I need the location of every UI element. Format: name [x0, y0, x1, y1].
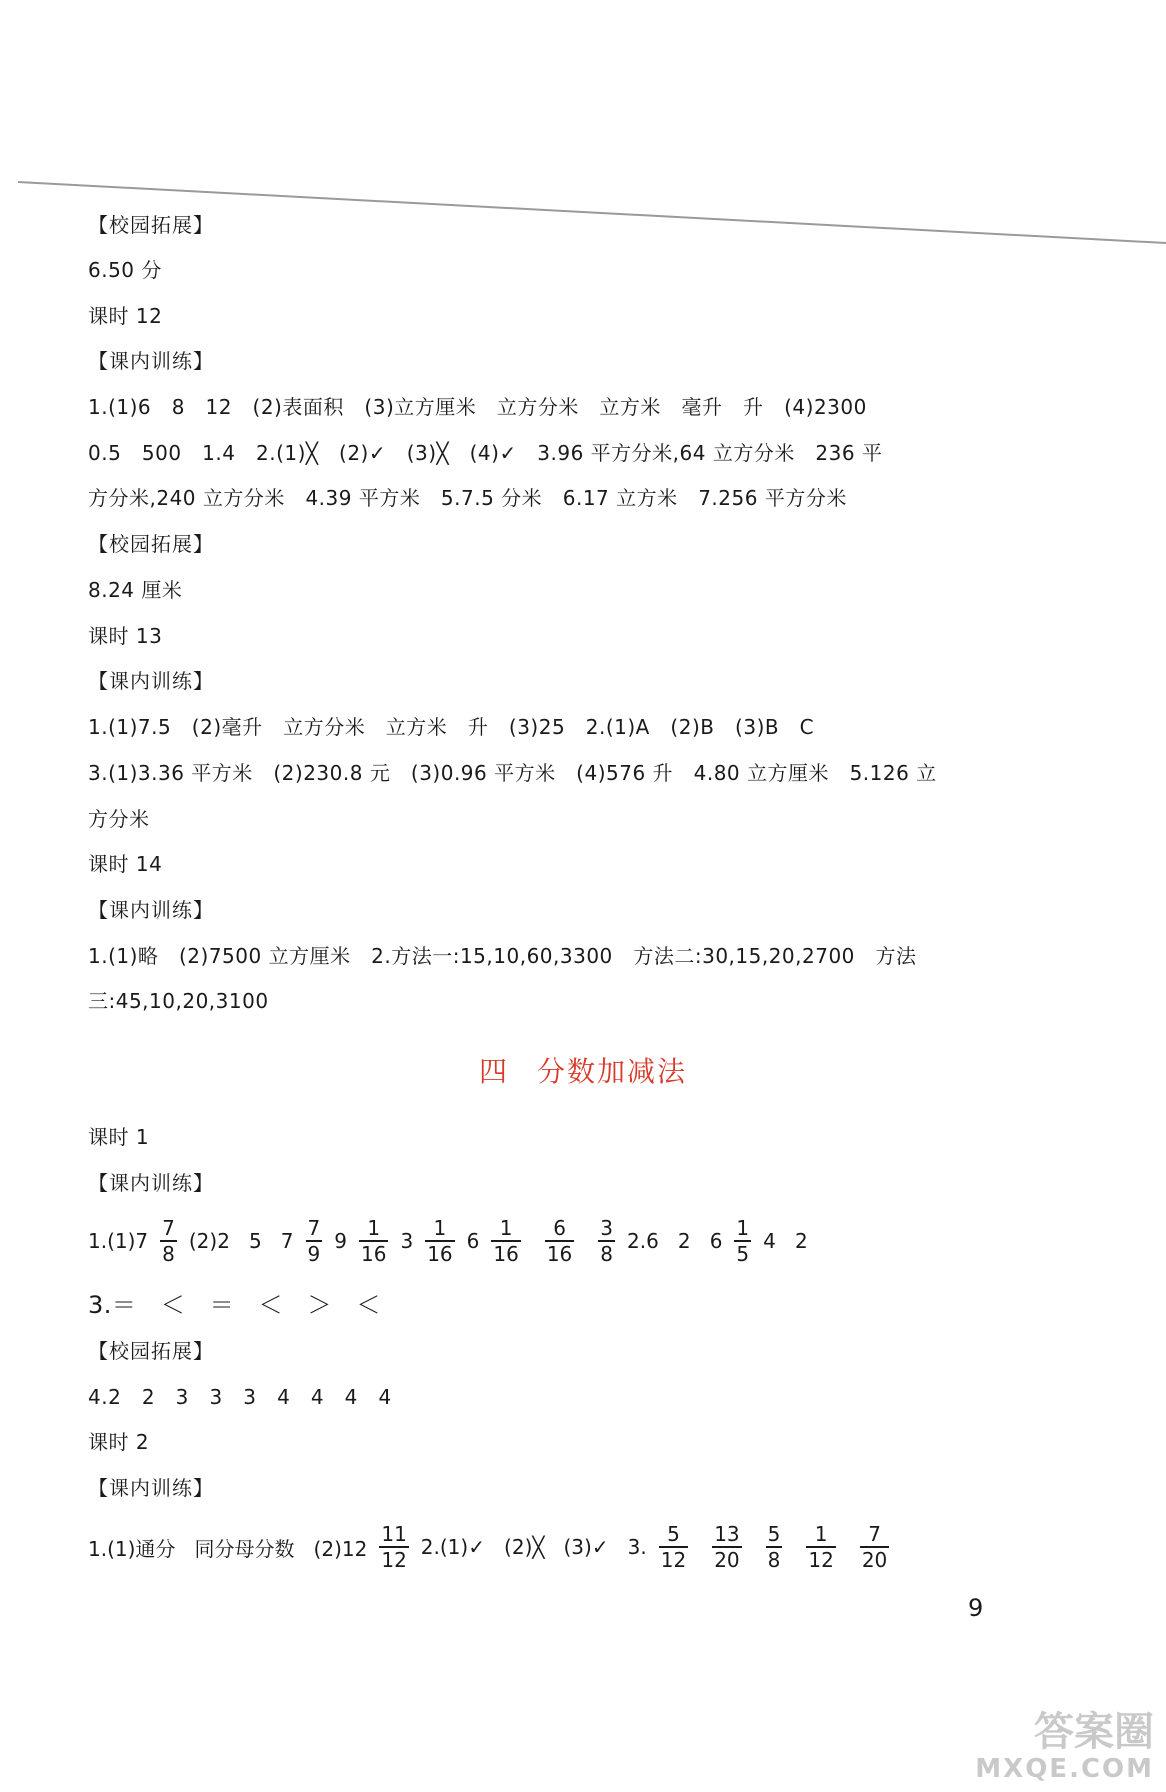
section-label-campus-extension: 【校园拓展】	[88, 1339, 214, 1363]
answer-line: 6.50 分	[88, 258, 162, 282]
answer-text: 3	[400, 1229, 414, 1253]
fraction: $\frac{6}{16}$	[546, 1216, 573, 1266]
answer-line: 4.2 2 3 3 3 4 4 4 4	[88, 1385, 392, 1409]
fraction: $\frac{1}{12}$	[808, 1522, 834, 1572]
fraction-answer-row	[88, 1519, 901, 1575]
answer-line: 3.(1)3.36 平方米 (2)230.8 元 (3)0.96 平方米 (4)576 升 4.80 立方厘米 5.126 立	[88, 761, 937, 785]
fraction: $\frac{7}{20}$	[861, 1522, 888, 1572]
page-number: 9	[968, 1594, 984, 1622]
answer-text: 4 2	[763, 1229, 808, 1253]
answer-line: 方分米	[88, 807, 150, 831]
answer-text: 1.(1)通分 同分母分数 (2)12	[88, 1536, 368, 1561]
fraction: $\frac{13}{20}$	[714, 1522, 740, 1572]
section-label-in-class-training: 【课内训练】	[88, 1476, 214, 1500]
fraction: $\frac{7}{8}$	[162, 1216, 175, 1266]
answer-text: 6	[466, 1229, 480, 1253]
fraction: $\frac{1}{5}$	[736, 1216, 750, 1266]
comparison-answer-line: 3.＝ ＜ ＝ ＜ ＞ ＜	[88, 1291, 381, 1319]
fraction: $\frac{1}{16}$	[493, 1216, 519, 1266]
answer-text: 2.6 2 6	[627, 1229, 723, 1253]
answer-line: 8.24 厘米	[88, 578, 183, 602]
fraction: $\frac{3}{8}$	[600, 1216, 614, 1266]
section-label-in-class-training: 【课内训练】	[88, 669, 214, 693]
lesson-title: 课时 2	[88, 1430, 150, 1454]
answer-line: 0.5 500 1.4 2.(1)╳ (2)✓ (3)╳ (4)✓ 3.96 平方分米,64 立方分米 236 平	[88, 441, 883, 465]
answer-line: 三:45,10,20,3100	[88, 989, 269, 1013]
answer-line: 1.(1)略 (2)7500 立方厘米 2.方法一:15,10,60,3300 方法二:30,15,20,2700 方法	[88, 944, 917, 968]
fraction: $\frac{11}{12}$	[381, 1522, 407, 1572]
lesson-title: 课时 14	[88, 852, 163, 876]
fraction-answer-row	[88, 1213, 808, 1269]
answer-line: 1.(1)6 8 12 (2)表面积 (3)立方厘米 立方分米 立方米 毫升 升 (4)2300	[88, 395, 867, 419]
answer-text: 9	[334, 1229, 347, 1253]
watermark-text: 答案圈	[1034, 1709, 1154, 1755]
answer-text: 2.(1)✓ (2)╳ (3)✓ 3.	[420, 1535, 647, 1559]
answer-text: 1.(1)7	[88, 1229, 149, 1253]
lesson-title: 课时 1	[88, 1125, 150, 1149]
section-label-campus-extension: 【校园拓展】	[88, 532, 214, 556]
watermark-logo	[975, 1710, 1154, 1784]
answer-text: (2)2 5 7	[188, 1229, 294, 1253]
answer-line: 方分米,240 立方分米 4.39 平方米 5.7.5 分米 6.17 立方米 7.256 平方分米	[88, 486, 847, 510]
section-label-in-class-training: 【课内训练】	[88, 349, 214, 373]
lesson-title: 课时 13	[88, 624, 163, 648]
answer-line: 1.(1)7.5 (2)毫升 立方分米 立方米 升 (3)25 2.(1)A (2)B (3)B C	[88, 715, 815, 739]
chapter-number: 四	[478, 1055, 509, 1088]
fraction: $\frac{5}{8}$	[767, 1522, 781, 1572]
section-label-in-class-training: 【课内训练】	[88, 1171, 214, 1195]
watermark-url: MXQE.COM	[975, 1754, 1154, 1784]
fraction: $\frac{1}{16}$	[361, 1216, 387, 1266]
fraction: $\frac{5}{12}$	[660, 1522, 687, 1572]
section-label-campus-extension: 【校园拓展】	[88, 213, 214, 237]
fraction: $\frac{1}{16}$	[427, 1216, 453, 1266]
section-label-in-class-training: 【课内训练】	[88, 898, 214, 922]
lesson-title: 课时 12	[88, 304, 163, 328]
fraction: $\frac{7}{9}$	[307, 1216, 321, 1266]
chapter-title: 分数加减法	[537, 1055, 688, 1088]
chapter-heading	[0, 1050, 1166, 1090]
